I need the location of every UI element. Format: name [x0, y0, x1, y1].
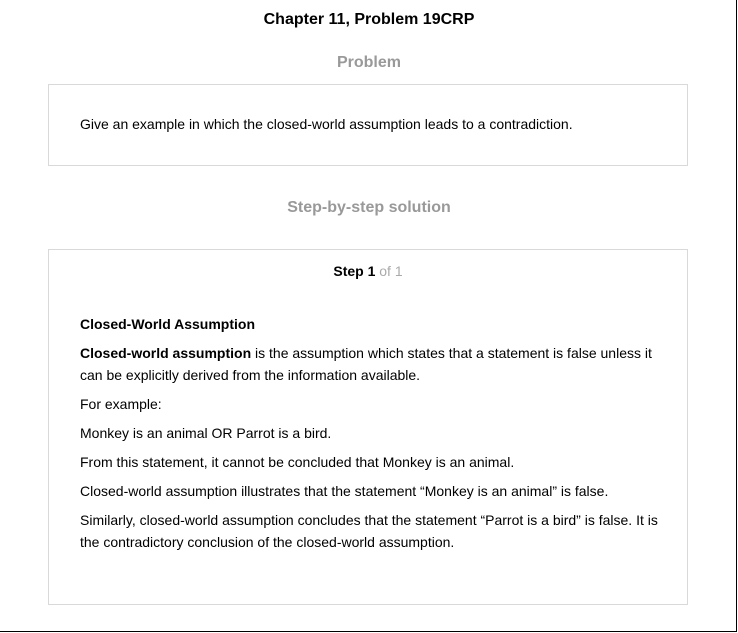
- step-total: of 1: [379, 263, 403, 279]
- solution-paragraph: For example:: [80, 396, 162, 412]
- step-indicator: [49, 263, 687, 279]
- solution-paragraph: Closed-world assumption illustrates that the statement “Monkey is an animal” is false.: [80, 483, 609, 499]
- solution-box: [48, 249, 688, 605]
- definition-term: Closed-world assumption: [80, 345, 252, 361]
- solution-paragraph: Monkey is an animal OR Parrot is a bird.: [80, 425, 332, 441]
- solution-content: [80, 313, 660, 560]
- solution-heading: Step-by-step solution: [287, 199, 451, 216]
- solution-subheading: Closed-World Assumption: [80, 316, 255, 332]
- page-title: Chapter 11, Problem 19CRP: [263, 11, 475, 28]
- definition-text: is the assumption which states that a statement is false unless it can be explicitly derived from the information available.: [80, 345, 652, 383]
- problem-box: [48, 84, 688, 166]
- solution-paragraph: From this statement, it cannot be concluded that Monkey is an animal.: [80, 454, 515, 470]
- definition-paragraph: [80, 342, 660, 386]
- solution-paragraph: Similarly, closed-world assumption concludes that the statement “Parrot is a bird” is false. It is the contradictory conclusion of the closed-world assumption.: [80, 512, 658, 550]
- step-number: Step 1: [333, 263, 376, 279]
- problem-heading: Problem: [336, 54, 401, 71]
- problem-text: Give an example in which the closed-world assumption leads to a contradiction.: [80, 116, 573, 132]
